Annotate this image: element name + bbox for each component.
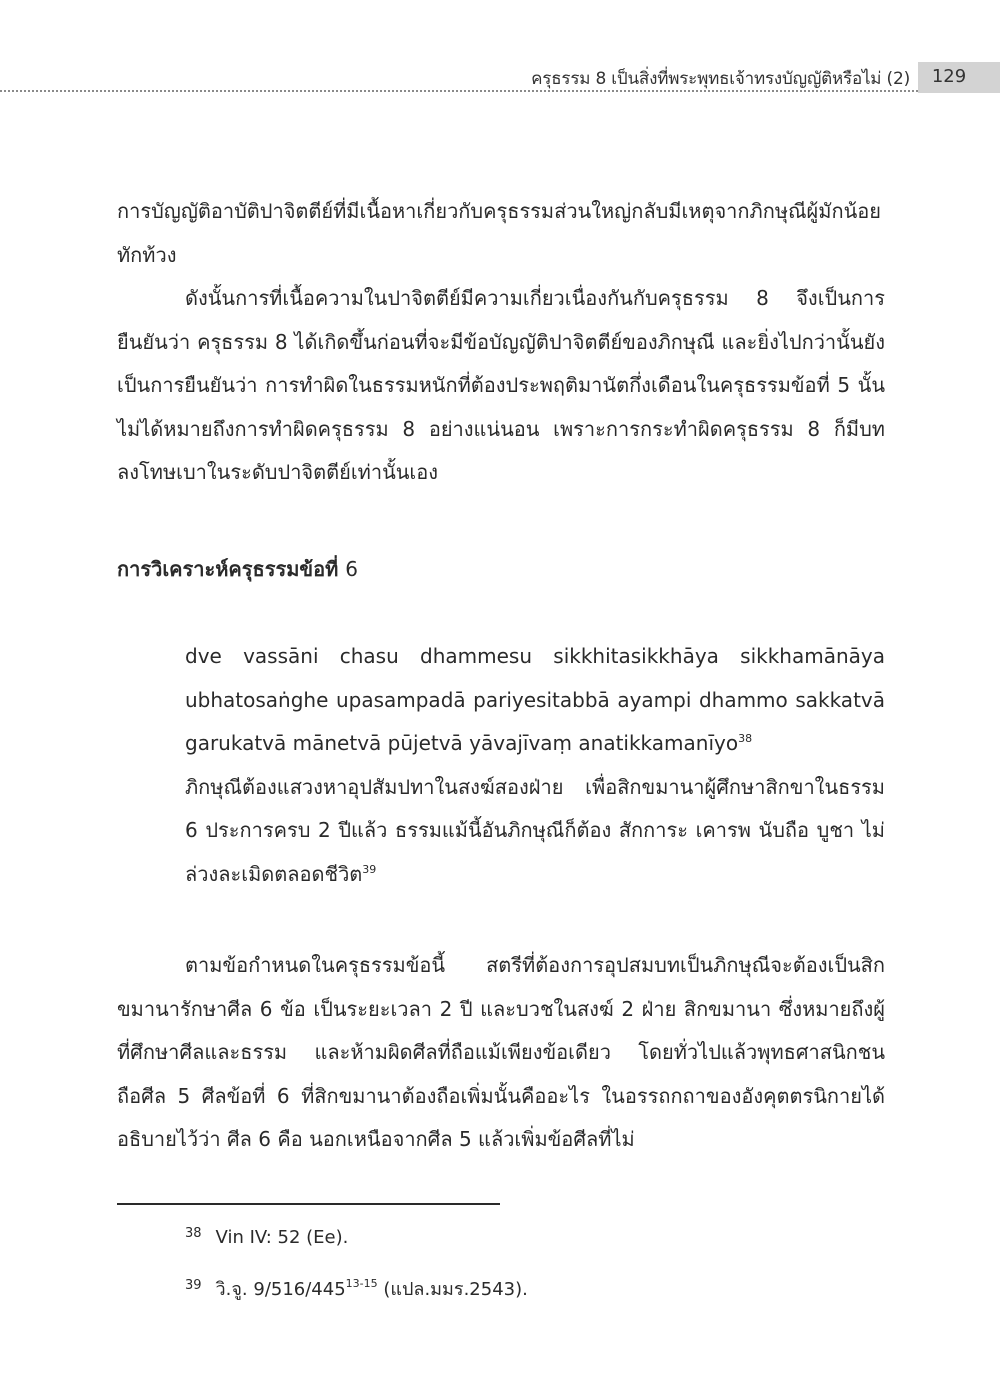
footnote-ref-39[interactable]: 39 (362, 862, 377, 876)
page-number-box (918, 62, 1000, 93)
running-head (0, 62, 1000, 94)
footnote-text-tail: (แปล.มมร.2543). (377, 1279, 528, 1300)
section-heading-text: การวิเคราะห์ครุธรรมข้อที่ (117, 556, 339, 581)
block-quote (185, 635, 885, 896)
body-text (117, 190, 885, 1162)
footnotes (185, 1217, 528, 1321)
footnote-39 (185, 1269, 528, 1307)
footnote-38 (185, 1217, 528, 1255)
footnote-ref-38[interactable]: 38 (738, 732, 753, 745)
page-number: 129 (931, 66, 967, 87)
footnote-mark: 39 (185, 1278, 202, 1293)
footnote-superscript: 13-15 (345, 1277, 378, 1290)
section-heading-number: 6 (345, 556, 358, 581)
quote-pali (185, 635, 885, 766)
paragraph-2: ดังนั้นการที่เนื้อความในปาจิตตีย์มีความเกี่ยวเนื่องกันกับครุธรรม 8 จึงเป็นการยืนยันว่า ครุธรรม 8 ได้เกิดขึ้นก่อนที่จะมีข้อบัญญัติปาจิตตีย์ของภิกษุณี และยิ่งไปกว่านั้นยังเป็นการยืนยันว่า การทำผิดในธรรมหนักที่ต้องประพฤติมานัตกึ่งเดือนในครุธรรมข้อที่ 5 นั้นไม่ได้หมายถึงการทำผิดครุธรรม 8 อย่างแน่นอน เพราะการกระทำผิดครุธรรม 8 ก็มีบทลงโทษเบาในระดับปาจิตตีย์เท่านั้นเอง (117, 286, 885, 484)
footnote-text: Vin IV: 52 (Ee). (215, 1227, 349, 1248)
footnote-rule (117, 1203, 500, 1205)
quote-thai-text: ภิกษุณีต้องแสวงหาอุปสัมปทาในสงฆ์สองฝ่าย เพื่อสิกขมานาผู้ศึกษาสิกขาในธรรม 6 ประการครบ 2 ปีแล้ว ธรรมแม้นี้อันภิกษุณีก็ต้อง สักการะ เคารพ นับถือ บูชา ไม่ล่วงละเมิดตลอดชีวิต (185, 774, 885, 886)
paragraph-1: การบัญญัติอาบัติปาจิตตีย์ที่มีเนื้อหาเกี่ยวกับครุธรรมส่วนใหญ่กลับมีเหตุจากภิกษุณีผู้มักน้อยทักท้วง (117, 199, 881, 267)
footnote-text: วิ.จู. 9/516/445 (215, 1279, 346, 1300)
quote-thai (185, 766, 885, 897)
running-head-title: ครุธรรม 8 เป็นสิ่งที่พระพุทธเจ้าทรงบัญญัติหรือไม่ (2) (531, 69, 910, 89)
paragraph-3: ตามข้อกำหนดในครุธรรมข้อนี้ สตรีที่ต้องการอุปสมบทเป็นภิกษุณีจะต้องเป็นสิกขมานารักษาศีล 6 ข้อ เป็นระยะเวลา 2 ปี และบวชในสงฆ์ 2 ฝ่าย สิกขมานา ซึ่งหมายถึงผู้ที่ศึกษาศีลและธรรม และห้ามผิดศีลที่ถือแม้เพียงข้อเดียว โดยทั่วไปแล้วพุทธศาสนิกชนถือศีล 5 ศีลข้อที่ 6 ที่สิกขมานาต้องถือเพิ่มนั้นคืออะไร ในอรรถกถาของอังคุตตรนิกายได้อธิบายไว้ว่า ศีล 6 คือ นอกเหนือจากศีล 5 แล้วเพิ่มข้อศีลที่ไม่ (117, 953, 885, 1151)
footnote-mark: 38 (185, 1226, 202, 1241)
section-heading (117, 548, 885, 592)
quote-pali-text: dve vassāni chasu dhammesu sikkhitasikkhāya sikkhamānāya ubhatosaṅghe upasampadā pariyesitabbā ayampi dhammo sakkatvā garukatvā mānetvā pūjetvā yāvajīvaṃ anatikkamanīyo (185, 644, 885, 755)
